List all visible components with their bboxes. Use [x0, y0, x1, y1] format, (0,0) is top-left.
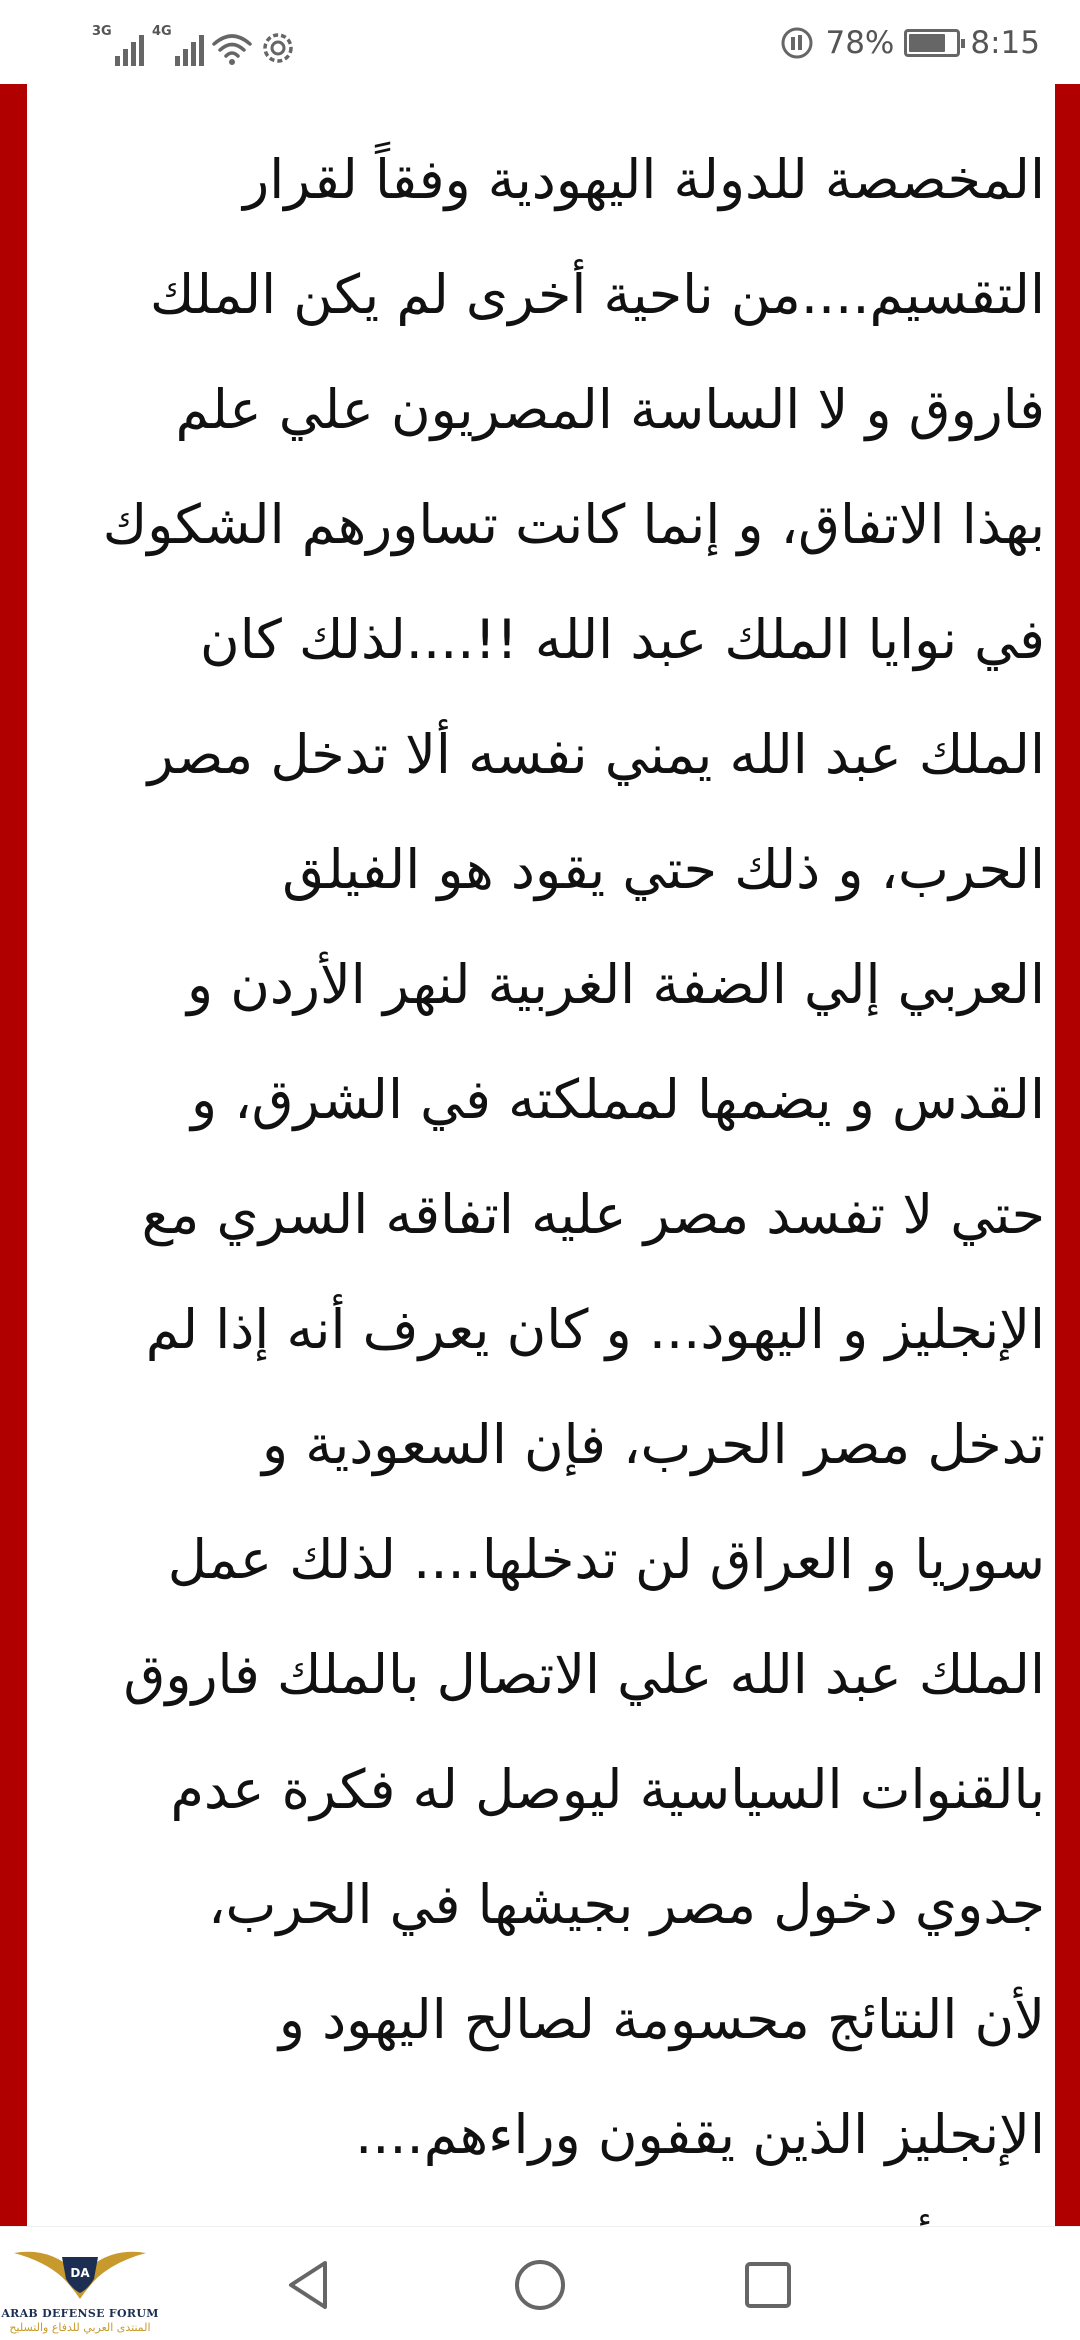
- circle-home-icon: [512, 2257, 568, 2313]
- forum-watermark-logo: [0, 2220, 160, 2340]
- recent-apps-button[interactable]: [728, 2245, 808, 2325]
- article-line: الإنجليز و اليهود... و كان يعرف أنه إذا لم: [145, 1298, 1045, 1361]
- image-frame-right: [1055, 84, 1080, 2226]
- article-line: في نوايا الملك عبد الله !!....لذلك كان: [200, 608, 1045, 671]
- status-bar: [0, 0, 1080, 84]
- article-line: القدس و يضمها لمملكته في الشرق، و: [190, 1068, 1045, 1131]
- wifi-icon: [212, 32, 252, 66]
- article-line: بهذا الاتفاق، و إنما كانت تساورهم الشكوك: [102, 493, 1045, 556]
- article-line: الحرب، و ذلك حتي يقود هو الفيلق: [282, 838, 1045, 901]
- cropped-previous-line: [27, 84, 1055, 122]
- status-right: [779, 20, 1040, 66]
- vpn-key-icon: [779, 25, 815, 61]
- article-line: الملك عبد الله علي الاتصال بالملك فاروق: [123, 1643, 1045, 1706]
- article-line: الإنجليز الذين يقفون وراءهم....: [355, 2103, 1045, 2166]
- clock: 8:15: [970, 25, 1040, 61]
- article-line: العربي إلي الضفة الغربية لنهر الأردن و: [186, 953, 1045, 1016]
- home-button[interactable]: [500, 2245, 580, 2325]
- network-type-label: 4G: [152, 24, 172, 39]
- article-line: الملك عبد الله يمني نفسه ألا تدخل مصر: [147, 723, 1045, 786]
- battery-fill: [909, 34, 945, 52]
- eagle-shield-logo-icon: [10, 2243, 150, 2305]
- article-line: المخصصة للدولة اليهودية وفقاً لقرار: [243, 148, 1045, 211]
- battery-icon: [904, 29, 960, 57]
- network-type-label: 3G: [92, 24, 112, 39]
- article-line: التقسيم....من ناحية أخرى لم يكن الملك: [150, 263, 1045, 326]
- settings-gear-icon: [260, 30, 296, 66]
- status-left: [92, 20, 296, 66]
- battery-percent: 78%: [825, 25, 895, 61]
- article-line: لأن النتائج محسومة لصالح اليهود و: [278, 1988, 1045, 2051]
- image-frame-left: [0, 84, 27, 2226]
- article-image-viewer[interactable]: [27, 84, 1055, 2226]
- triangle-back-icon: [283, 2257, 333, 2313]
- article-text: [53, 122, 1045, 2307]
- article-line: حتي لا تفسد مصر عليه اتفاقه السري مع: [141, 1183, 1045, 1246]
- square-recent-icon: [742, 2259, 794, 2311]
- article-line: جدوي دخول مصر بجيشها في الحرب،: [208, 1873, 1045, 1936]
- logo-name-en: ARAB DEFENSE FORUM: [1, 2307, 159, 2320]
- back-button[interactable]: [268, 2245, 348, 2325]
- logo-name-ar: المنتدى العربي للدفاع والتسليح: [9, 2321, 151, 2334]
- article-line: بالقنوات السياسية ليوصل له فكرة عدم: [170, 1758, 1045, 1821]
- system-navigation-bar: [0, 2226, 1080, 2340]
- signal-3g-icon: [92, 26, 144, 66]
- logo-initials: DA: [70, 2266, 90, 2280]
- article-line: سوريا و العراق لن تدخلها.... لذلك عمل: [167, 1528, 1045, 1591]
- signal-4g-icon: [152, 26, 204, 66]
- article-line: فاروق و لا الساسة المصريون علي علم: [175, 378, 1045, 441]
- article-line: تدخل مصر الحرب، فإن السعودية و: [262, 1413, 1045, 1476]
